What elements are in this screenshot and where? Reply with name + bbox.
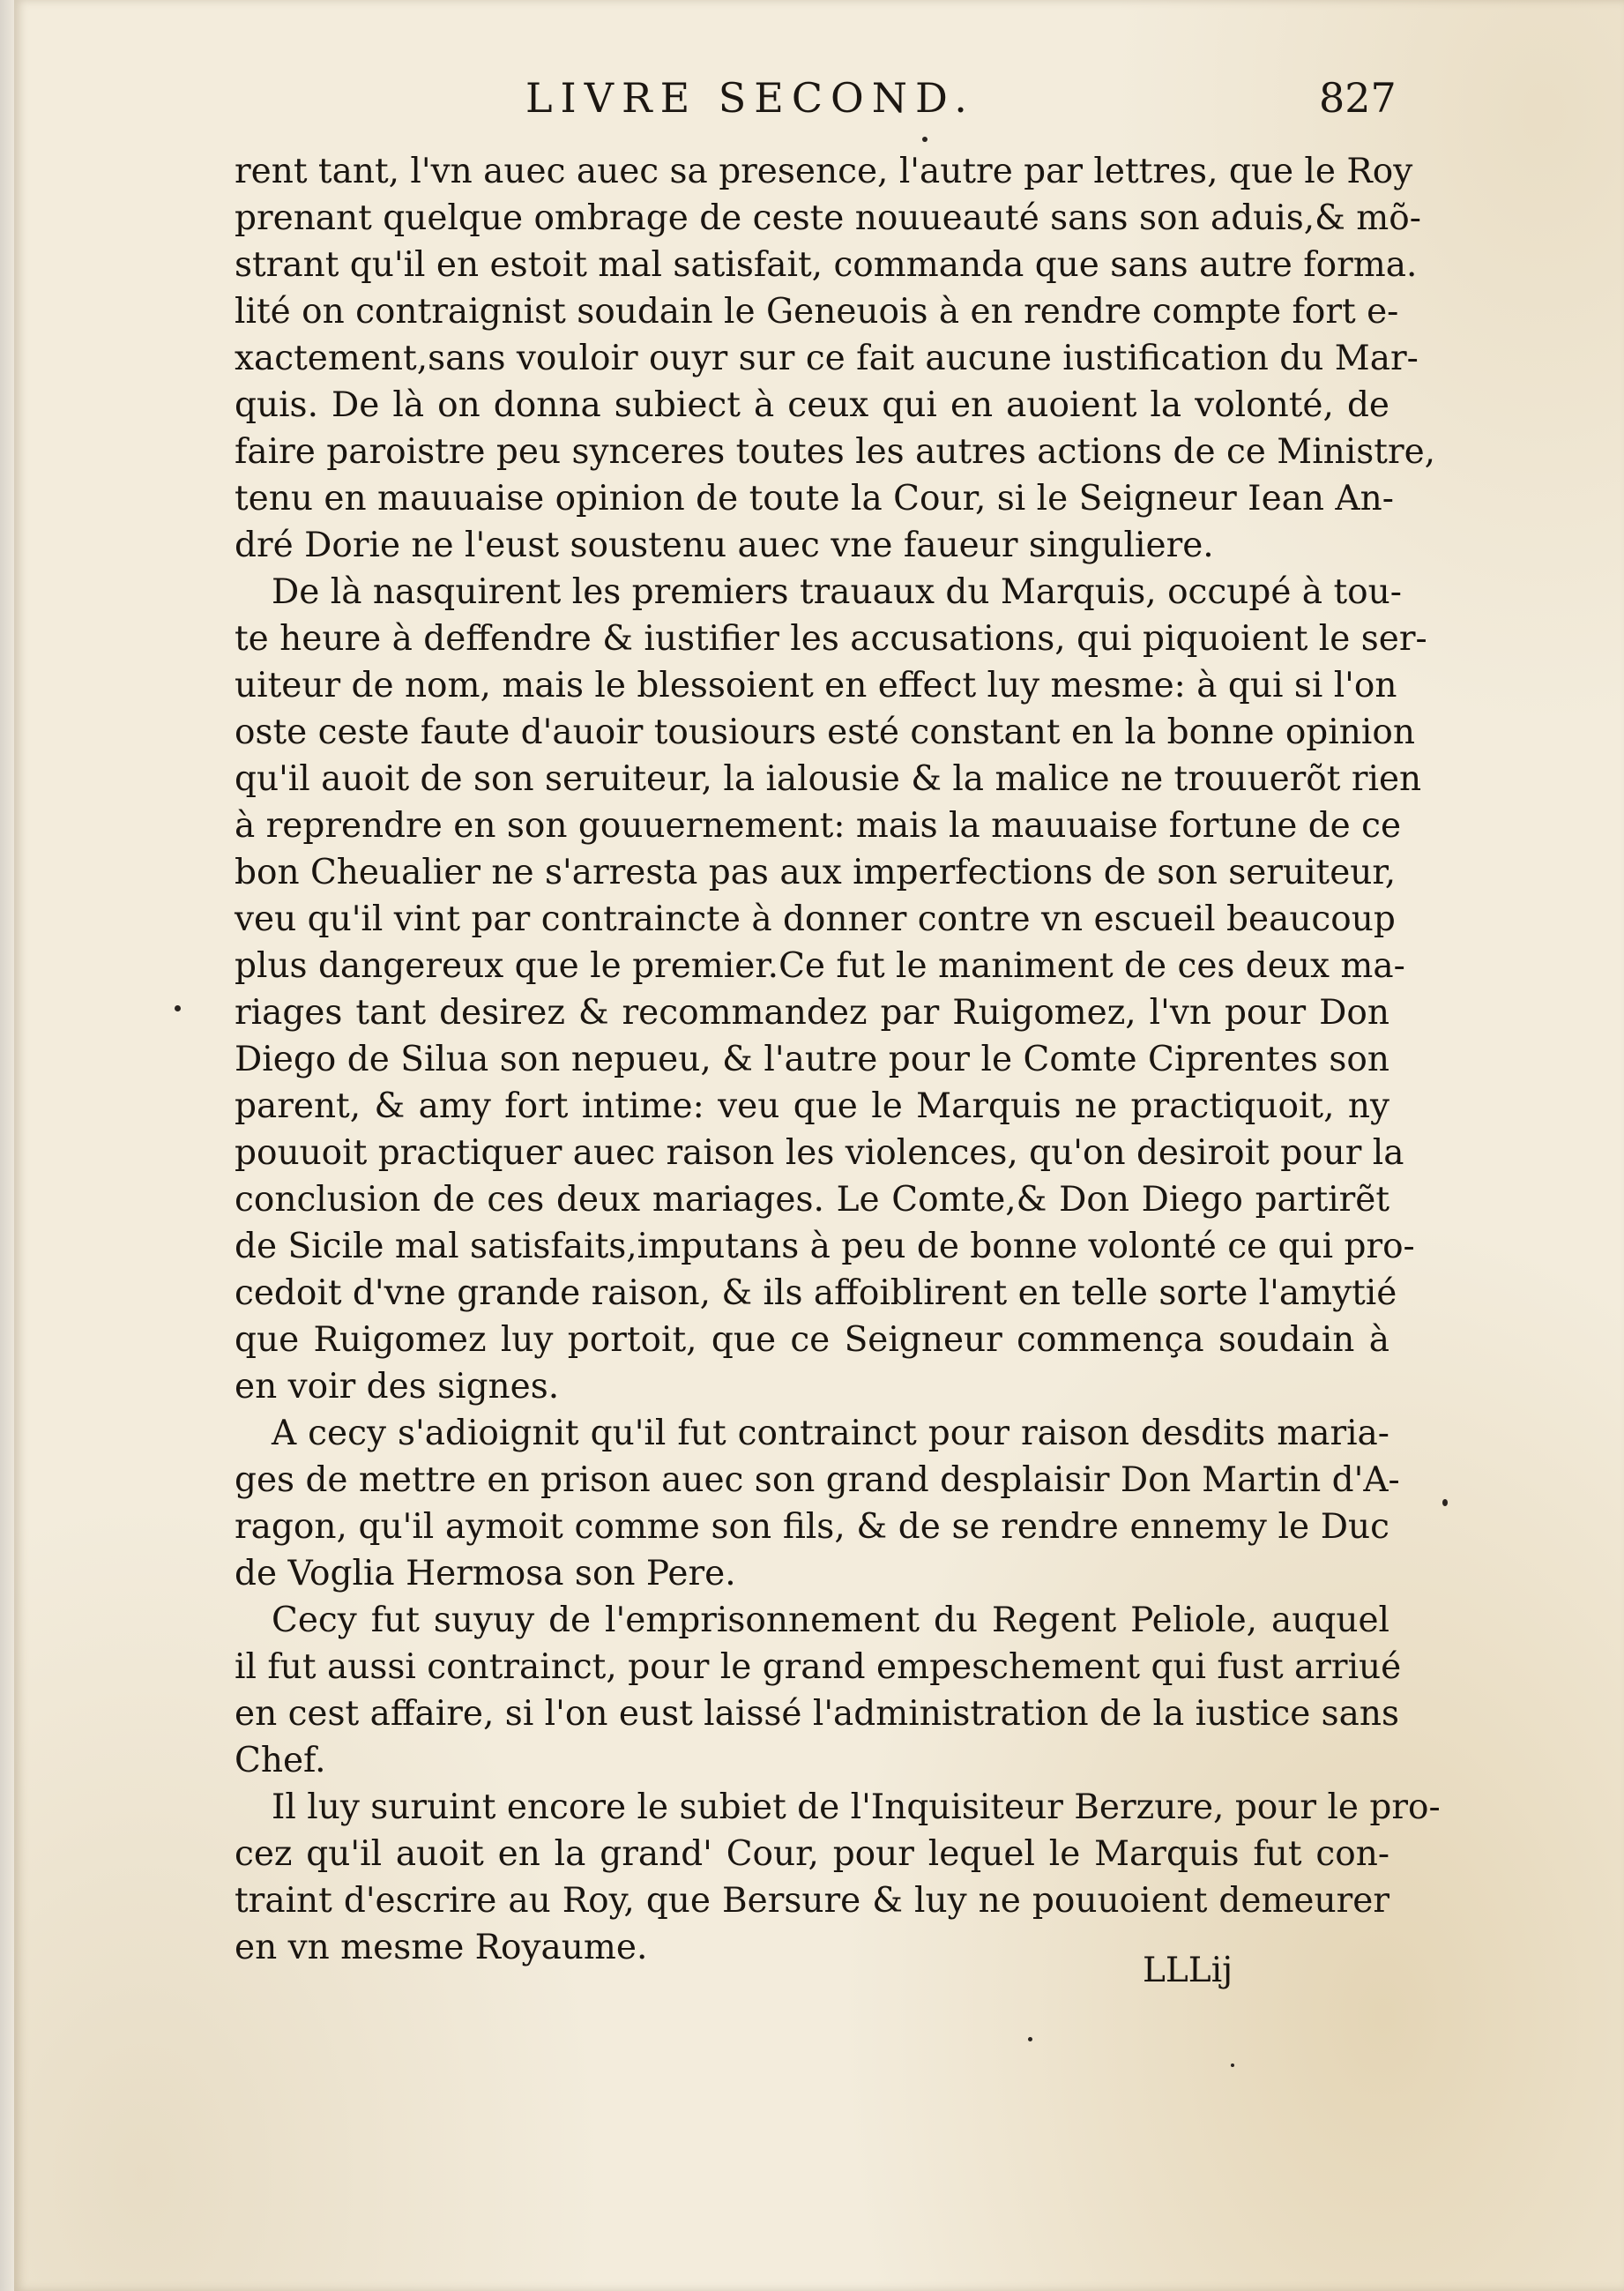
text-line: Chef.: [235, 1741, 326, 1780]
text-line: te heure à deffendre & iustifier les accusations, qui piquoient le ser-: [235, 619, 1427, 659]
paragraph: [235, 569, 1427, 1410]
text-line: parent, & amy fort intime: veu que le Marquis ne practiquoit, ny: [235, 1086, 1389, 1126]
text-line: tenu en mauuaise opinion de toute la Cour, si le Seigneur Iean An-: [235, 479, 1394, 519]
ink-speck: [1442, 1499, 1448, 1506]
ink-speck: [1028, 2037, 1032, 2041]
paragraph: [235, 1410, 1400, 1597]
text-line: bon Cheualier ne s'arresta pas aux imperfections de son seruiteur,: [235, 853, 1397, 892]
ink-speck: [922, 137, 927, 142]
paragraph: [235, 1597, 1402, 1784]
text-line: Diego de Silua son nepueu, & l'autre pour le Comte Ciprentes son: [235, 1040, 1389, 1079]
text-line: Il luy suruint encore le subiet de l'Inquisiteur Berzure, pour le pro-: [272, 1787, 1441, 1827]
text-line: pouuoit practiquer auec raison les violences, qu'on desiroit pour la: [235, 1133, 1404, 1173]
text-line: veu qu'il vint par contraincte à donner contre vn escueil beaucoup: [235, 899, 1396, 939]
book-page: [14, 0, 1624, 2291]
text-line: riages tant desirez & recommandez par Ruigomez, l'vn pour Don: [235, 993, 1389, 1033]
text-line: De là nasquirent les premiers trauaux du Marquis, occupé à tou-: [272, 572, 1402, 612]
text-line: Cecy fut suyuy de l'emprisonnement du Regent Peliole, auquel: [272, 1601, 1389, 1640]
text-line: cedoit d'vne grande raison, & ils affoiblirent en telle sorte l'amytié: [235, 1273, 1397, 1313]
text-line: il fut aussi contrainct, pour le grand empeschement qui fust arriué: [235, 1647, 1402, 1687]
text-line: en voir des signes.: [235, 1367, 560, 1407]
text-line: faire paroistre peu synceres toutes les autres actions de ce Ministre,: [235, 432, 1436, 472]
text-line: à reprendre en son gouuernement: mais la mauuaise fortune de ce: [235, 806, 1402, 846]
ink-speck: [1231, 2063, 1234, 2067]
paragraph: [235, 148, 1436, 569]
ink-speck: [175, 1005, 181, 1011]
running-head: [14, 74, 1624, 136]
text-line: prenant quelque ombrage de ceste nouueauté sans son aduis,& mõ-: [235, 198, 1421, 238]
text-line: ges de mettre en prison auec son grand desplaisir Don Martin d'A-: [235, 1460, 1400, 1500]
running-title: LIVRE SECOND.: [525, 74, 975, 122]
text-line: ragon, qu'il aymoit comme son fils, & de se rendre ennemy le Duc: [235, 1507, 1389, 1547]
text-line: conclusion de ces deux mariages. Le Comte,& Don Diego partirẽt: [235, 1180, 1389, 1220]
body-text: [235, 148, 1441, 1971]
text-line: uiteur de nom, mais le blessoient en effect luy mesme: à qui si l'on: [235, 666, 1397, 705]
text-line: oste ceste faute d'auoir tousiours esté constant en la bonne opinion: [235, 713, 1415, 752]
text-line: plus dangereux que le premier.Ce fut le maniment de ces deux ma-: [235, 946, 1405, 986]
binding-gutter: [0, 0, 14, 2291]
text-line: A cecy s'adioignit qu'il fut contrainct pour raison desdits maria-: [272, 1414, 1389, 1453]
text-line: de Sicile mal satisfaits,imputans à peu de bonne volonté ce qui pro-: [235, 1227, 1415, 1266]
text-line: que Ruigomez luy portoit, que ce Seigneur commença soudain à: [235, 1320, 1389, 1360]
text-line: en cest affaire, si l'on eust laissé l'administration de la iustice sans: [235, 1694, 1400, 1734]
text-line: en vn mesme Royaume.: [235, 1928, 648, 1967]
text-line: traint d'escrire au Roy, que Bersure & luy ne pouuoient demeurer: [235, 1881, 1389, 1921]
text-line: de Voglia Hermosa son Pere.: [235, 1554, 736, 1593]
text-line: strant qu'il en estoit mal satisfait, commanda que sans autre forma.: [235, 245, 1418, 285]
text-line: rent tant, l'vn auec auec sa presence, l'autre par lettres, que le Roy: [235, 152, 1413, 191]
text-line: cez qu'il auoit en la grand' Cour, pour lequel le Marquis fut con-: [235, 1834, 1389, 1874]
text-line: xactement,sans vouloir ouyr sur ce fait aucune iustification du Mar-: [235, 339, 1419, 378]
paragraph: [235, 1784, 1441, 1971]
text-line: dré Dorie ne l'eust soustenu auec vne faueur singuliere.: [235, 526, 1214, 565]
text-line: quis. De là on donna subiect à ceux qui en auoient la volonté, de: [235, 385, 1389, 425]
text-line: lité on contraignist soudain le Geneuois à en rendre compte fort e-: [235, 292, 1399, 332]
catchword: LLLij: [1143, 1951, 1233, 1990]
text-line: qu'il auoit de son seruiteur, la ialousie & la malice ne trouuerõt rien: [235, 759, 1422, 799]
page-number: 827: [1319, 74, 1397, 122]
